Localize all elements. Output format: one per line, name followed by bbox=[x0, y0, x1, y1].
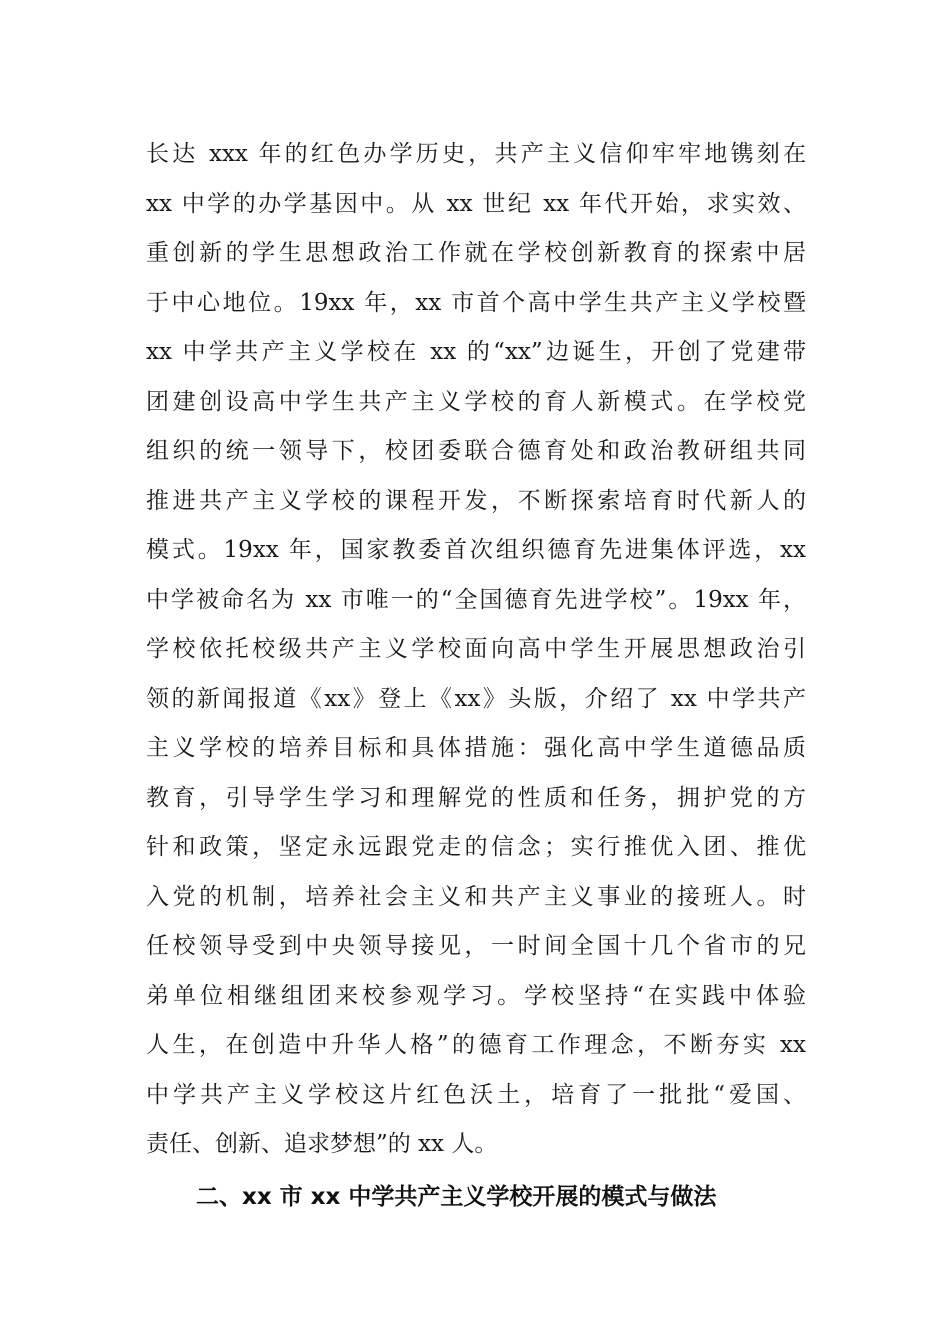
body-paragraph bbox=[146, 130, 806, 1170]
paragraph-line: 领的新闻报道《xx》登上《xx》头版，介绍了 xx 中学共产 bbox=[146, 685, 806, 712]
paragraph-line: 中学被命名为 xx 市唯一的“全国德育先进学校”。19xx 年， bbox=[146, 586, 806, 613]
section-heading: 二、xx 市 xx 中学共产主义学校开展的模式与做法 bbox=[196, 1184, 717, 1210]
paragraph-line: 主义学校的培养目标和具体措施：强化高中学生道德品质 bbox=[146, 735, 806, 761]
paragraph-line: 弟单位相继组团来校参观学习。学校坚持“在实践中体验 bbox=[146, 982, 806, 1009]
paragraph-line: 长达 xxx 年的红色办学历史，共产主义信仰牢牢地镌刻在 bbox=[146, 141, 806, 167]
paragraph-line: 任校领导受到中央领导接见，一时间全国十几个省市的兄 bbox=[146, 933, 806, 959]
paragraph-line: 模式。19xx 年，国家教委首次组织德育先进集体评选，xx bbox=[146, 537, 806, 563]
paragraph-line: 人生，在创造中升华人格”的德育工作理念，不断夯实 xx bbox=[146, 1032, 806, 1058]
paragraph-line: 中学共产主义学校这片红色沃土，培育了一批批“爱国、 bbox=[146, 1081, 806, 1108]
paragraph-line: 责任、创新、追求梦想”的 xx 人。 bbox=[146, 1131, 498, 1157]
paragraph-line: xx 中学共产主义学校在 xx 的“xx”边诞生，开创了党建带 bbox=[146, 339, 806, 365]
paragraph-line: 学校依托校级共产主义学校面向高中学生开展思想政治引 bbox=[146, 636, 806, 662]
paragraph-line: 于中心地位。19xx 年，xx 市首个高中学生共产主义学校暨 bbox=[146, 289, 806, 316]
paragraph-line: 组织的统一领导下，校团委联合德育处和政治教研组共同 bbox=[146, 438, 806, 464]
paragraph-line: 入党的机制，培养社会主义和共产主义事业的接班人。时 bbox=[146, 883, 806, 910]
paragraph-line: xx 中学的办学基因中。从 xx 世纪 xx 年代开始，求实效、 bbox=[146, 190, 806, 217]
paragraph-line: 重创新的学生思想政治工作就在学校创新教育的探索中居 bbox=[146, 240, 806, 266]
paragraph-line: 团建创设高中学生共产主义学校的育人新模式。在学校党 bbox=[146, 388, 806, 415]
paragraph-line: 教育，引导学生学习和理解党的性质和任务，拥护党的方 bbox=[146, 784, 806, 811]
paragraph-line: 针和政策，坚定永远跟党走的信念；实行推优入团、推优 bbox=[146, 834, 806, 860]
paragraph-line: 推进共产主义学校的课程开发，不断探索培育时代新人的 bbox=[146, 487, 806, 514]
